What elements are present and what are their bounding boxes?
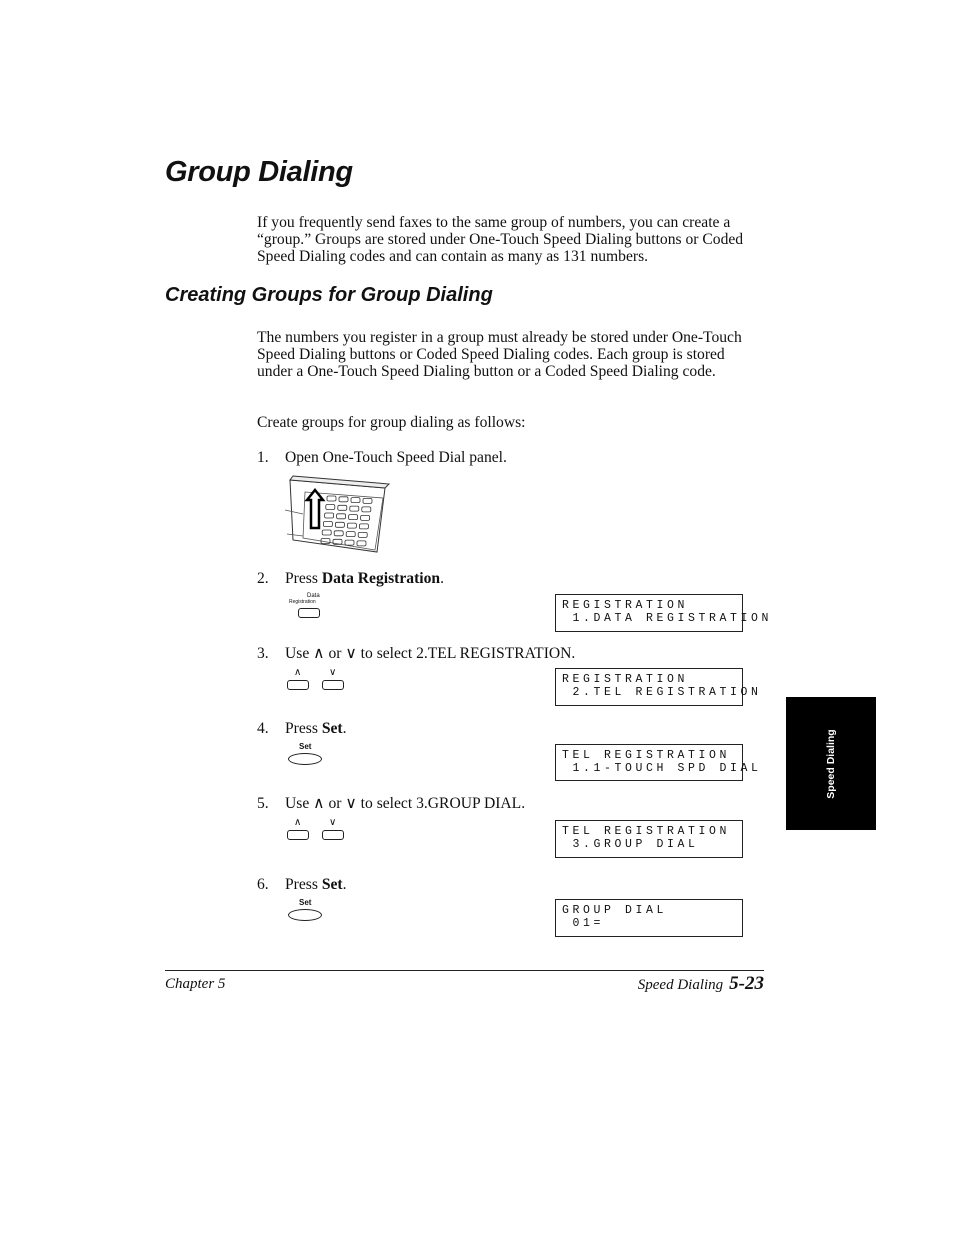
footer-rule xyxy=(165,970,764,971)
lcd-line-2: 01= xyxy=(562,917,605,930)
lcd-line-2: 3.GROUP DIAL xyxy=(562,838,699,851)
speed-dial-key xyxy=(350,506,359,511)
step-2 xyxy=(257,570,444,587)
speed-dial-key xyxy=(346,532,355,537)
speed-dial-key xyxy=(357,541,366,546)
set-button[interactable] xyxy=(288,753,322,765)
lcd-line-2: 1.DATA REGISTRATION xyxy=(562,612,773,625)
speed-dial-key xyxy=(349,515,358,520)
speed-dial-key xyxy=(358,532,367,537)
lcd-line-1: REGISTRATION xyxy=(562,673,689,686)
speed-dial-key xyxy=(363,498,372,503)
step-text: Use ∧ or ∨ to select 2.TEL REGISTRATION. xyxy=(285,645,576,662)
page-title: Group Dialing xyxy=(165,156,353,188)
footer-section: Speed Dialing xyxy=(637,977,724,993)
down-arrow-icon: ∨ xyxy=(329,817,337,828)
lcd-line-1: GROUP DIAL xyxy=(562,904,668,917)
step-4 xyxy=(257,720,347,737)
step-text: Press xyxy=(285,876,322,893)
speed-dial-key xyxy=(337,514,346,519)
up-button[interactable] xyxy=(287,680,309,690)
intro-paragraph: If you frequently send faxes to the same group of numbers, you can create a “group.” Groups are stored under One-Touch Speed Dialing buttons or Coded Speed Dialing codes and can contain as many as 131 numbers. xyxy=(257,214,744,265)
speed-dial-key xyxy=(334,531,343,536)
step-1 xyxy=(257,449,507,466)
speed-dial-key xyxy=(362,507,371,512)
down-button[interactable] xyxy=(322,680,344,690)
step-5 xyxy=(257,795,525,812)
button-label-registration: Registration xyxy=(289,599,316,605)
speed-dial-key xyxy=(359,524,368,529)
set-button[interactable] xyxy=(288,909,322,921)
speed-dial-key xyxy=(322,530,331,535)
step-bold-text: Set xyxy=(321,876,343,893)
step-number: 6. xyxy=(257,876,269,893)
speed-dial-key xyxy=(325,513,334,518)
step-text: Press xyxy=(285,720,322,737)
down-arrow-icon: ∨ xyxy=(329,667,337,678)
step-number: 3. xyxy=(257,645,269,662)
up-button[interactable] xyxy=(287,830,309,840)
up-arrow-icon: ∧ xyxy=(294,817,302,828)
speed-dial-key xyxy=(335,522,344,527)
lcd-line-2: 1.1-TOUCH SPD DIAL xyxy=(562,762,762,775)
up-arrow-icon: ∧ xyxy=(294,667,302,678)
lcd-display-step-5 xyxy=(555,820,743,858)
step-number: 2. xyxy=(257,570,269,587)
down-button[interactable] xyxy=(322,830,344,840)
step-6 xyxy=(257,876,347,893)
step-bold-text: Set xyxy=(321,720,343,737)
speed-dial-key xyxy=(326,505,335,510)
step-text-end: . xyxy=(342,720,347,737)
lcd-line-2: 2.TEL REGISTRATION xyxy=(562,686,762,699)
speed-dial-panel-illustration xyxy=(285,470,395,558)
speed-dial-key xyxy=(361,515,370,520)
speed-dial-key xyxy=(345,540,354,545)
step-3 xyxy=(257,645,575,662)
step-text-end: . xyxy=(440,570,444,587)
speed-dial-key xyxy=(339,497,348,502)
step-number: 5. xyxy=(257,795,269,812)
footer-right xyxy=(638,973,764,995)
chapter-side-tab xyxy=(786,697,876,830)
speed-dial-key xyxy=(347,523,356,528)
lcd-line-1: TEL REGISTRATION xyxy=(562,825,731,838)
lcd-display-step-4 xyxy=(555,744,762,781)
section-paragraph: The numbers you register in a group must already be stored under One-Touch Speed Dialing buttons or Coded Speed Dialing codes. Each group is stored under a One-Touch Speed Dialing button or a Coded Speed Dialing code. xyxy=(257,329,742,380)
lead-in-text: Create groups for group dialing as follows: xyxy=(257,414,526,431)
side-tab-label: Speed Dialing xyxy=(825,728,837,799)
step-text: Press xyxy=(285,570,322,587)
step-number: 1. xyxy=(257,449,269,466)
lcd-display-step-6 xyxy=(555,899,743,937)
lcd-line-1: TEL REGISTRATION xyxy=(562,749,731,762)
step-text: Use ∧ or ∨ to select 3.GROUP DIAL. xyxy=(285,795,526,812)
speed-dial-key xyxy=(338,505,347,510)
step-text-end: . xyxy=(342,876,347,893)
speed-dial-key xyxy=(351,498,360,503)
lcd-display-step-3 xyxy=(555,668,762,706)
step-number: 4. xyxy=(257,720,269,737)
data-registration-button[interactable] xyxy=(298,608,320,618)
step-bold-text: Data Registration xyxy=(321,570,441,587)
set-button-label: Set xyxy=(299,742,312,751)
speed-dial-key xyxy=(323,522,332,527)
section-title: Creating Groups for Group Dialing xyxy=(165,284,493,306)
set-button-label: Set xyxy=(299,898,312,907)
page-number: 5-23 xyxy=(729,973,764,994)
step-text: Open One-Touch Speed Dial panel. xyxy=(285,449,507,466)
lcd-line-1: REGISTRATION xyxy=(562,599,689,612)
footer-chapter: Chapter 5 xyxy=(165,976,226,992)
lcd-display-step-2 xyxy=(555,594,773,632)
speed-dial-key xyxy=(327,496,336,501)
button-label-data: Data xyxy=(307,593,320,599)
